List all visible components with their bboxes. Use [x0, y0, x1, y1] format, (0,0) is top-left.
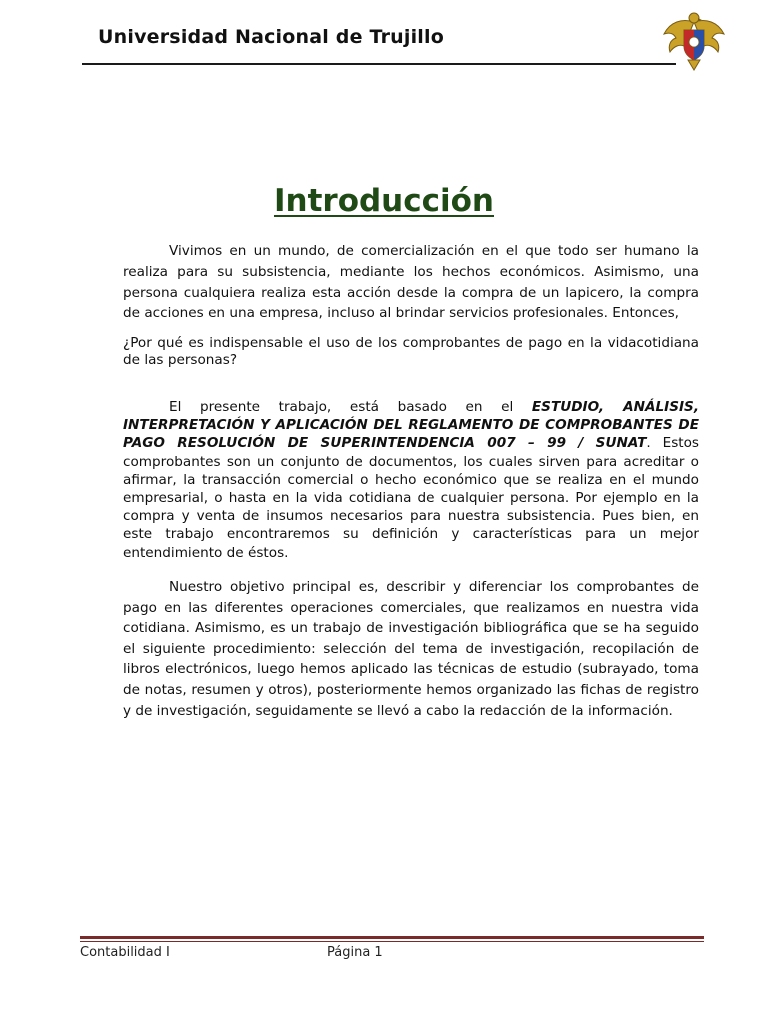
footer-rule-thin — [80, 941, 704, 942]
university-crest-eagle-icon — [660, 8, 728, 74]
paragraph-basis-lead: El presente trabajo, está basado en el — [169, 399, 514, 415]
footer-rule — [80, 936, 704, 939]
paragraph-basis-rest: . Estos comprobantes son un conjunto de documentos, los cuales sirven para acreditar o afirmar, la transacción comercial o hecho económico que se realiza en el mundo empresarial, o hasta en la vida cotidiana de cualquier persona. Por ejemplo en la compra y venta de insumos necesarios para nuestra subsistencia. Pues bien, en este trabajo encontraremos su definición y características para un mejor entendimiento de éstos. — [123, 435, 699, 561]
paragraph-intro-text: Vivimos en un mundo, de comercialización en el que todo ser humano la realiza para su subsistencia, mediante los hechos económicos. Asimismo, una persona cualquiera realiza esta acción desde la compra de un lapicero, la compra de acciones en una empresa, incluso al brindar servicios profesionales. Entonces, — [123, 243, 699, 322]
paragraph-intro — [123, 241, 699, 324]
paragraph-question — [123, 335, 699, 368]
header-rule — [82, 63, 676, 65]
paragraph-basis-emphasis: ESTUDIO, ANÁLISIS, INTERPRETACIÓN Y APLICACIÓN DEL REGLAMENTO DE COMPROBANTES DE PAGO RESOLUCIÓN DE SUPERINTENDENCIA 007 – 99 / SUNAT — [123, 399, 700, 452]
document-title: Introducción — [273, 183, 494, 219]
university-name: Universidad Nacional de Trujillo — [98, 26, 444, 48]
footer-page-number: Página 1 — [327, 945, 383, 960]
paragraph-objective — [123, 577, 699, 721]
paragraph-objective-text: Nuestro objetivo principal es, describir y diferenciar los comprobantes de pago en las diferentes operaciones comerciales, que realizamos en nuestra vida cotidiana. Asimismo, es un trabajo de investigación bibliográfica que se ha seguido el siguiente procedimiento: selección del tema de investigación, recopilación de libros electrónicos, luego hemos aplicado las técnicas de estudio (subrayado, toma de notas, resumen y otros), posteriormente hemos organizado las fichas de registro y de investigación, seguidamente se llevó a cabo la redacción de la información. — [123, 579, 699, 719]
paragraph-basis — [123, 398, 699, 562]
paragraph-question-text: ¿Por qué es indispensable el uso de los comprobantes de pago en la vidacotidiana de las personas? — [123, 335, 699, 368]
footer-course: Contabilidad I — [80, 945, 170, 960]
